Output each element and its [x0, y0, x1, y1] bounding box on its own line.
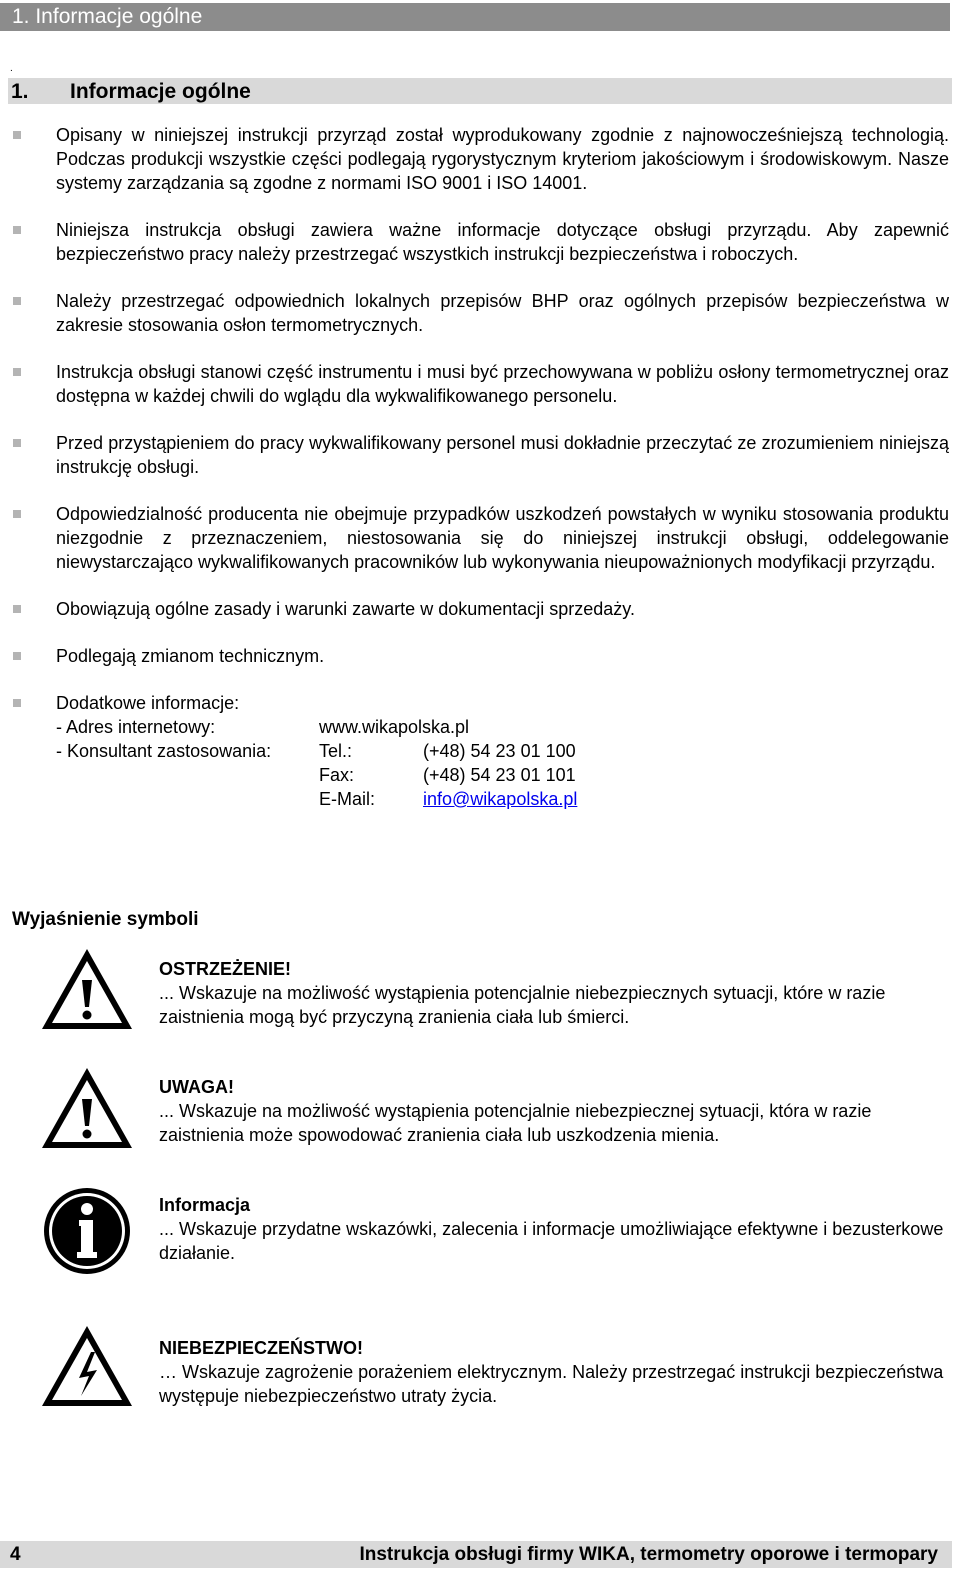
list-item — [0, 123, 960, 195]
list-item-text: Należy przestrzegać odpowiednich lokalnych przepisów BHP oraz ogólnych przepisów bezpieczeństwa w zakresie stosowania osłon termometrycznych. — [56, 291, 949, 335]
electrical-hazard-icon — [39, 1322, 135, 1412]
symbol-description: ... Wskazuje przydatne wskazówki, zalecenia i informacje umożliwiające efektywne i bezusterkowe działanie. — [159, 1219, 944, 1263]
bullet-square-icon — [13, 510, 21, 518]
section-number: 1. — [11, 80, 29, 103]
footer-title: Instrukcja obsługi firmy WIKA, termometry oporowe i termopary — [359, 1544, 938, 1565]
section-title: Informacje ogólne — [70, 80, 251, 103]
list-item — [0, 597, 960, 621]
list-item — [0, 644, 960, 668]
caution-triangle-icon — [39, 1064, 135, 1154]
symbol-description: ... Wskazuje na możliwość wystąpienia potencjalnie niebezpiecznej sytuacji, która w razie zaistnienia może spowodować zranienia ciała lub uszkodzenia mienia. — [159, 1101, 872, 1145]
list-item — [0, 360, 960, 408]
bullet-square-icon — [13, 226, 21, 234]
stray-mark: . — [10, 63, 13, 74]
symbol-heading: Informacja — [159, 1195, 251, 1215]
bullet-square-icon — [13, 605, 21, 613]
symbol-heading: NIEBEZPIECZEŃSTWO! — [159, 1338, 364, 1358]
list-item — [0, 289, 960, 337]
contact-item — [0, 691, 960, 811]
list-item-text: Obowiązują ogólne zasady i warunki zawarte w dokumentacji sprzedaży. — [56, 599, 635, 619]
fax-value: (+48) 54 23 01 101 — [423, 765, 576, 785]
list-item-text: Przed przystąpieniem do pracy wykwalifikowany personel musi dokładnie przeczytać ze zrozumieniem niniejszą instrukcję obsługi. — [56, 433, 949, 477]
bullet-list — [0, 123, 960, 834]
list-item — [0, 218, 960, 266]
information-icon — [39, 1186, 135, 1276]
symbols-title: Wyjaśnienie symboli — [12, 909, 199, 930]
list-item-text: Opisany w niniejszej instrukcji przyrząd został wyprodukowany zgodnie z najnowocześniejszą technologią. Podczas produkcji wszystkie części podlegają rygorystycznym kryteriom jakościowym i środowiskowym. Nasze systemy zarządzania są zgodne z normami ISO 9001 i ISO 14001. — [56, 125, 949, 193]
symbol-description: … Wskazuje zagrożenie porażeniem elektrycznym. Należy przestrzegać instrukcji bezpieczeństwa występuje niebezpieczeństwo utraty życia. — [159, 1362, 944, 1406]
list-item — [0, 502, 960, 574]
running-header: 1. Informacje ogólne — [0, 3, 950, 31]
bullet-square-icon — [13, 368, 21, 376]
list-item-text: Instrukcja obsługi stanowi część instrumentu i musi być przechowywana w pobliżu osłony termometrycznej oraz dostępna w każdej chwili do wglądu dla wykwalifikowanego personelu. — [56, 362, 949, 406]
bullet-square-icon — [13, 699, 21, 707]
web-label: - Adres internetowy: — [56, 717, 216, 737]
fax-label: Fax: — [319, 765, 355, 785]
list-item-text: Odpowiedzialność producenta nie obejmuje przypadków uszkodzeń powstałych w wyniku stosowania produktu niezgodnie z przeznaczeniem, niestosowania się do niniejszej instrukcji obsługi, oddelegowanie niewystarczająco wykwalifikowanych pracowników lub wykonywania nieupoważnionych modyfikacji przyrządu. — [56, 504, 949, 572]
email-link[interactable]: info@wikapolska.pl — [423, 789, 578, 809]
email-label: E-Mail: — [319, 789, 376, 809]
consultant-label: - Konsultant zastosowania: — [56, 741, 272, 761]
page-footer — [0, 1541, 952, 1568]
section-heading — [8, 78, 952, 104]
bullet-square-icon — [13, 297, 21, 305]
symbol-heading: OSTRZEŻENIE! — [159, 959, 292, 979]
tel-label: Tel.: — [319, 741, 353, 761]
contact-heading: Dodatkowe informacje: — [56, 693, 240, 713]
list-item — [0, 431, 960, 479]
web-value: www.wikapolska.pl — [319, 717, 470, 737]
bullet-square-icon — [13, 131, 21, 139]
tel-value: (+48) 54 23 01 100 — [423, 741, 576, 761]
list-item-text: Niniejsza instrukcja obsługi zawiera ważne informacje dotyczące obsługi przyrządu. Aby zapewnić bezpieczeństwo pracy należy przestrzegać wszystkich instrukcji bezpieczeństwa i roboczych. — [56, 220, 949, 264]
bullet-square-icon — [13, 652, 21, 660]
symbol-heading: UWAGA! — [159, 1077, 234, 1097]
page-number: 4 — [10, 1544, 21, 1565]
list-item-text: Podlegają zmianom technicznym. — [56, 646, 325, 666]
warning-triangle-icon — [39, 945, 135, 1035]
bullet-square-icon — [13, 439, 21, 447]
symbol-description: ... Wskazuje na możliwość wystąpienia potencjalnie niebezpiecznych sytuacji, które w razie zaistnienia mogą być przyczyną zranienia ciała lub śmierci. — [159, 983, 886, 1027]
contact-block — [56, 691, 960, 811]
